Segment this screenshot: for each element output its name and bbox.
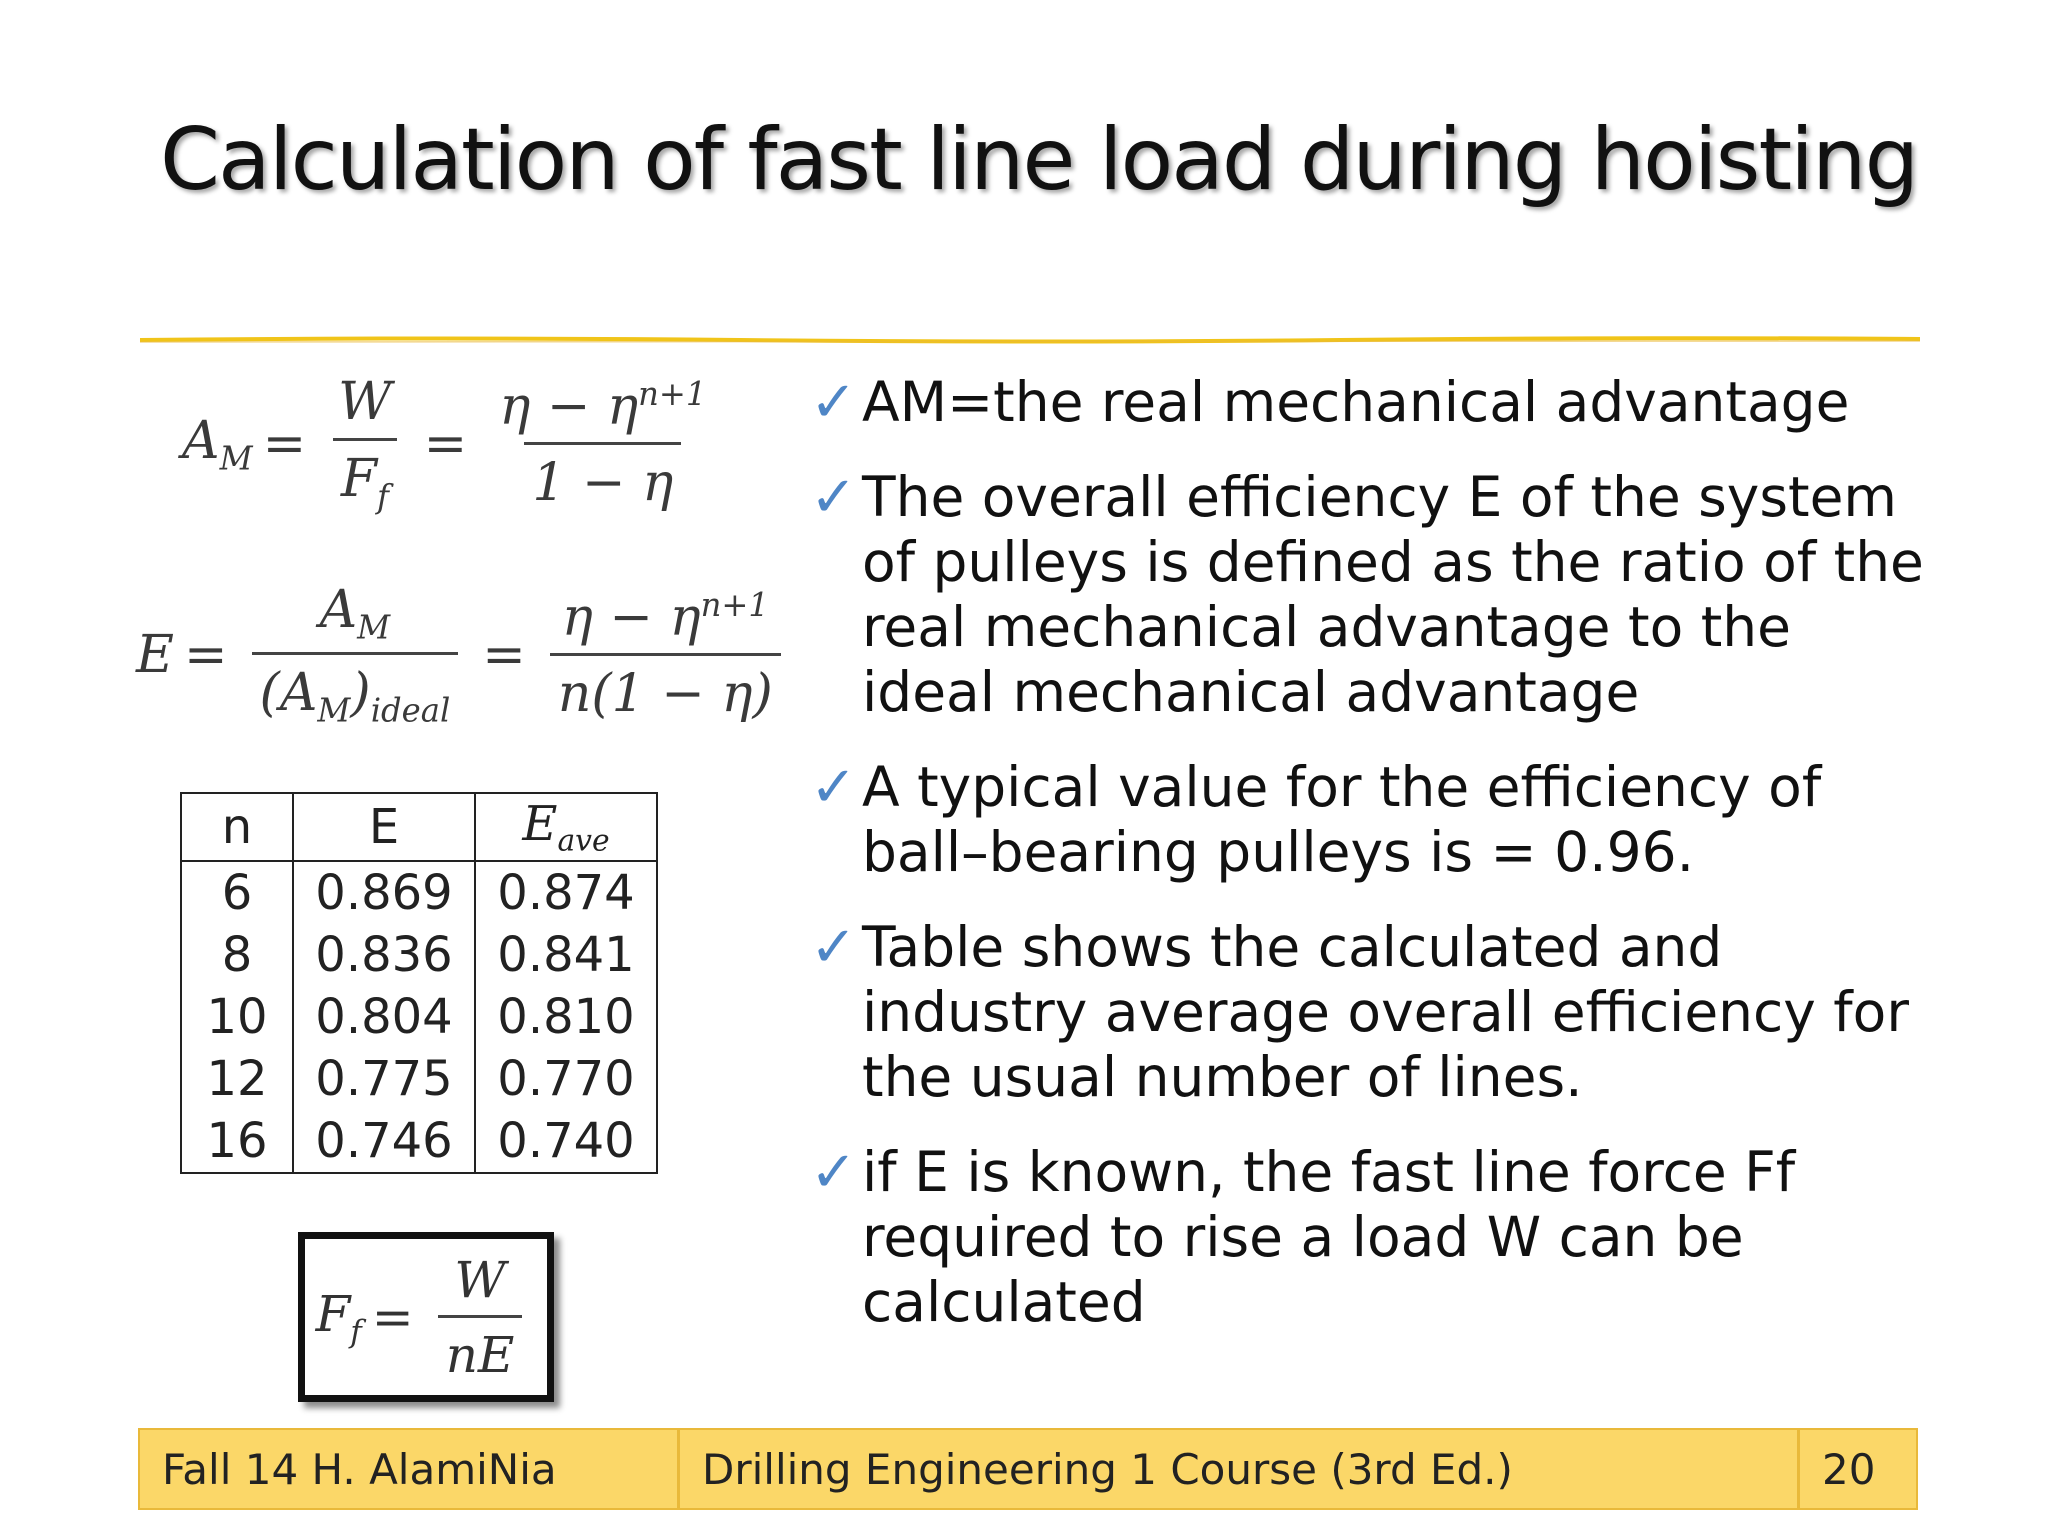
slide-footer: [138, 1428, 1918, 1510]
fast-line-force-equation: $F_f$ = $\frac{W}{nE}$: [298, 1232, 554, 1402]
table-row: [181, 986, 657, 1048]
cell-eave: 0.810: [475, 986, 657, 1048]
checkmark-icon: ✓: [810, 465, 857, 530]
cell-n: 16: [181, 1110, 293, 1173]
cell-e: 0.804: [293, 986, 475, 1048]
bullet-item: ✓ Table shows the calculated and industry average overall efficiency for the usual number of lines.: [810, 915, 1909, 1109]
table-row: [181, 861, 657, 924]
footer-course: Drilling Engineering 1 Course (3rd Ed.): [680, 1430, 1800, 1508]
table-header-row: [181, 793, 657, 861]
cell-e: 0.869: [293, 861, 475, 924]
e-fraction-2: $\frac{\eta - \eta^{n+1}}{n(1 - \eta)}$: [550, 586, 781, 724]
am-lhs: $A_M$: [182, 410, 253, 477]
cell-eave: 0.841: [475, 924, 657, 986]
efficiency-equation: E = $\frac{A_M}{(A_M)_{ideal}}$ = $\frac{\eta - \eta^{n+1}}{n(1 - \eta)}$: [136, 580, 795, 730]
cell-eave: 0.740: [475, 1110, 657, 1173]
header-eave: $E_{ave}$: [475, 793, 657, 861]
bullet-item: ✓ AM=the real mechanical advantage: [810, 370, 1850, 435]
checkmark-icon: ✓: [810, 1140, 857, 1205]
ff-lhs: $F_f$: [315, 1284, 362, 1350]
checkmark-icon: ✓: [810, 915, 857, 980]
checkmark-icon: ✓: [810, 370, 857, 435]
header-e: E: [293, 793, 475, 861]
bullet-item: ✓ if E is known, the fast line force Ff required to rise a load W can be calculated: [810, 1140, 1796, 1334]
e-fraction-1: $\frac{A_M}{(A_M)_{ideal}}$: [252, 580, 459, 730]
cell-e: 0.746: [293, 1110, 475, 1173]
cell-e: 0.775: [293, 1048, 475, 1110]
ff-fraction: $\frac{W}{nE}$: [438, 1251, 523, 1384]
bullet-item: ✓ A typical value for the efficiency of ball–bearing pulleys is = 0.96.: [810, 755, 1822, 884]
title-underline: [140, 336, 1920, 344]
checkmark-icon: ✓: [810, 755, 857, 820]
cell-n: 8: [181, 924, 293, 986]
cell-n: 10: [181, 986, 293, 1048]
cell-n: 12: [181, 1048, 293, 1110]
footer-author: Fall 14 H. AlamiNia: [140, 1430, 680, 1508]
e-lhs: E: [136, 624, 174, 685]
table-row: [181, 1048, 657, 1110]
cell-n: 6: [181, 861, 293, 924]
am-fraction-1: $\frac{W}{F_f}$: [330, 372, 399, 515]
slide-title: Calculation of fast line load during hoisting: [160, 110, 1918, 210]
cell-eave: 0.874: [475, 861, 657, 924]
header-n: n: [181, 793, 293, 861]
am-fraction-2: $\frac{\eta - \eta^{n+1}}{1 - \eta}$: [499, 374, 707, 513]
cell-eave: 0.770: [475, 1048, 657, 1110]
table-row: [181, 1110, 657, 1173]
cell-e: 0.836: [293, 924, 475, 986]
table-row: [181, 924, 657, 986]
bullet-item: ✓ The overall efficiency E of the system of pulleys is defined as the ratio of the real mechanical advantage to the ideal mechanical advantage: [810, 465, 1924, 724]
page-number: 20: [1822, 1444, 1876, 1494]
mechanical-advantage-equation: $A_M$ = $\frac{W}{F_f}$ = $\frac{\eta - \eta^{n+1}}{1 - \eta}$: [182, 372, 728, 515]
bullet-list: [810, 370, 1940, 1365]
efficiency-table: [180, 792, 658, 1174]
